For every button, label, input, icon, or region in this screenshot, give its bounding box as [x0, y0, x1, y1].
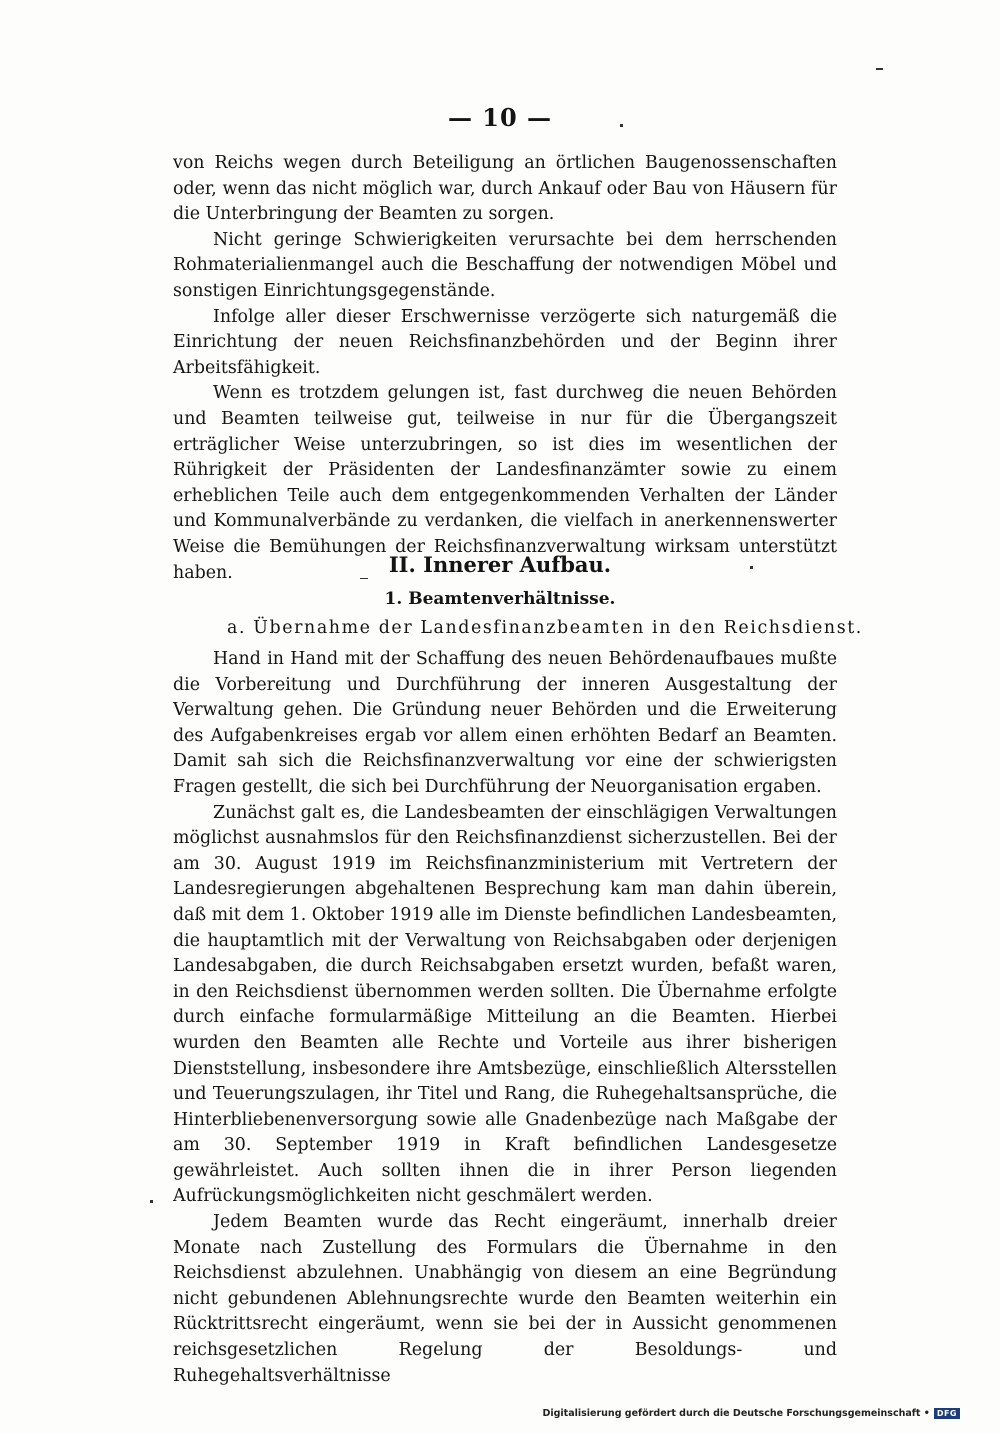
subsubsection-heading: a. Übernahme der Landesfinanzbeamten in den Reichsdienst. [227, 618, 863, 638]
page-number: — 10 — [447, 103, 553, 132]
scan-speck [750, 566, 753, 569]
top-text-block [173, 151, 837, 586]
bottom-text-block [173, 647, 837, 1389]
paragraph: Infolge aller dieser Erschwernisse verzögerte sich naturgemäß die Einrichtung der neuen Reichsfinanzbehörden und der Beginn ihrer Arbeitsfähigkeit. [173, 306, 837, 378]
scan-speck [360, 578, 368, 579]
dfg-logo: DFG [934, 1408, 960, 1419]
paragraph: Wenn es trotzdem gelungen ist, fast durchweg die neuen Behörden und Beamten teilweise gut, teilweise in nur für die Übergangszeit erträglicher Weise unterzubringen, so ist dies im wesentlichen der Rührigkeit der Präsidenten der Landesfinanzämter sowie zu einem erheblichen Teile auch dem entgegenkommenden Verhalten der Länder und Kommunalverbände zu verdanken, die vielfach in anerkennenswerter Weise die Bemühungen der Reichsfinanzverwaltung wirksam unterstützt haben. [173, 383, 837, 583]
digitization-credit [542, 1408, 960, 1419]
paragraph: Hand in Hand mit der Schaffung des neuen Behördenaufbaues mußte die Vorbereitung und Durchführung der inneren Ausgestaltung der Verwaltung gehen. Die Gründung neuer Behörden und die Erweiterung des Aufgabenkreises ergab vor allem einen erhöhten Bedarf an Beamten. Damit sah sich die Reichsfinanzverwaltung vor eine der schwierigsten Fragen gestellt, die sich bei Durchführung der Neuorganisation ergaben. [173, 649, 837, 797]
scan-speck [150, 1200, 153, 1203]
credit-text: Digitalisierung gefördert durch die Deutsche Forschungsgemeinschaft • [542, 1408, 930, 1419]
subsection-heading: 1. Beamtenverhältnisse. [384, 589, 616, 609]
paragraph: von Reichs wegen durch Beteiligung an örtlichen Baugenossenschaften oder, wenn das nicht möglich war, durch Ankauf oder Bau von Häusern für die Unterbringung der Beamten zu sorgen. [173, 153, 837, 225]
paragraph: Zunächst galt es, die Landesbeamten der einschlägigen Verwaltungen möglichst ausnahmslos für den Reichsfinanzdienst sicherzustellen. Bei der am 30. August 1919 im Reichsfinanzministerium mit Vertretern der Landesregierungen abgehaltenen Besprechung kam man dahin überein, daß mit dem 1. Oktober 1919 alle im Dienste befindlichen Landesbeamten, die hauptamtlich mit der Verwaltung von Reichsabgaben oder derjenigen Landesabgaben, die durch Reichsabgaben ersetzt wurden, befaßt waren, in den Reichsdienst übernommen werden sollten. Die Übernahme erfolgte durch einfache formularmäßige Mitteilung an die Beamten. Hierbei wurden den Beamten alle Rechte und Vorteile aus ihrer bisherigen Dienststellung, insbesondere ihre Amtsbezüge, einschließlich Altersstellen und Teuerungszulagen, ihr Titel und Rang, die Ruhegehaltsansprüche, die Hinterbliebenenversorgung sowie alle Gnadenbezüge nach Maßgabe der am 30. September 1919 in Kraft befindlichen Landesgesetze gewährleistet. Auch sollten ihnen die in ihrer Person liegenden Aufrückungsmöglichkeiten nicht geschmälert werden. [173, 802, 837, 1207]
scan-speck [876, 68, 883, 70]
paragraph: Jedem Beamten wurde das Recht eingeräumt, innerhalb dreier Monate nach Zustellung des Formulars die Übernahme in den Reichsdienst abzulehnen. Unabhängig von diesem an eine Begründung nicht gebundenen Ablehnungsrechte wurde den Beamten weiterhin ein Rücktrittsrecht eingeräumt, wenn sie bei der in Aussicht genommenen reichsgesetzlichen Regelung der Besoldungs- und Ruhegehaltsverhältnisse [173, 1212, 837, 1386]
paragraph: Nicht geringe Schwierigkeiten verursachte bei dem herrschenden Rohmaterialienmangel auch die Beschaffung der notwendigen Möbel und sonstigen Einrichtungsgegenstände. [173, 229, 837, 301]
section-heading: II. Innerer Aufbau. [388, 552, 612, 577]
scan-speck [620, 124, 623, 127]
